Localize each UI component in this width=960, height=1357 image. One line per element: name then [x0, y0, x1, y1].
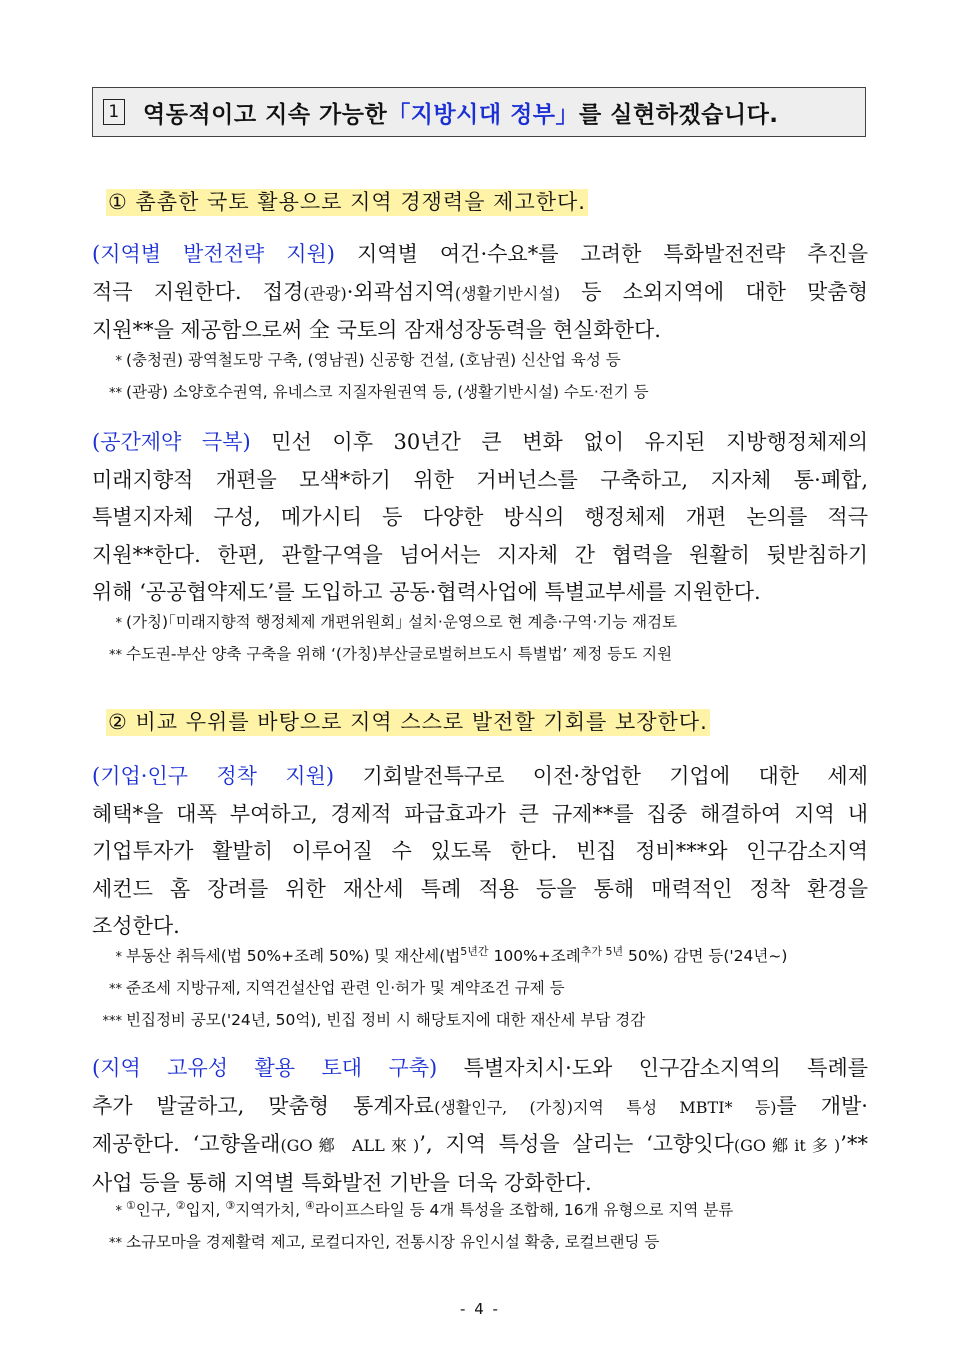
footnote-text: 라이프스타일 등 4개 특성을 조합해, 16개 유형으로 지역 분류 — [314, 1201, 734, 1219]
footnote-text: 준조세 지방규제, 지역건설산업 관련 인·허가 및 계약조건 규제 등 — [126, 979, 565, 997]
s1p1-line2 — [92, 274, 868, 313]
title-text-before: 역동적이고 지속 가능한 — [143, 101, 388, 128]
footnote-sup: ④ — [305, 1198, 315, 1212]
s2p1-keyword: (기업·인구 정착 지원) — [92, 764, 335, 788]
s2p2-line2-a: 추가 발굴하고, 맞춤형 통계자료 — [92, 1093, 435, 1118]
footnote-text: 인구, — [135, 1201, 176, 1219]
footnote — [98, 1194, 868, 1226]
s2p1-line5: 조성한다. — [92, 914, 180, 938]
footnote-mark: *** — [102, 1014, 122, 1029]
footnote-text: 수도권-부산 양축 구축을 위해 ‘(가칭)부산글로벌허브도시 특별법’ 제정 등도 지원 — [126, 645, 673, 663]
s1p1-line2-d: (생활기반시설) — [454, 283, 561, 303]
s2p2-line3 — [92, 1126, 868, 1165]
s1p1-line1 — [92, 236, 868, 274]
s2p2-line2-b: (생활인구, (가칭)지역 특성 MBTI* 등) — [434, 1097, 777, 1117]
section1-heading-text: ① 촘촘한 국토 활용으로 지역 경쟁력을 제고한다. — [108, 190, 586, 214]
s1p2-line5: 위해 ‘공공협약제도’를 도입하고 공동·협력사업에 특별교부세를 지원한다. — [92, 580, 761, 604]
s2p1-line4: 세컨드 홈 장려를 위한 재산세 특례 적용 등을 통해 매력적인 정착 환경을 — [92, 876, 868, 901]
footnote-text: 100%+조례 — [488, 947, 581, 965]
s2p2-line3-e: ’** — [840, 1132, 868, 1156]
title-number-box: 1 — [103, 99, 125, 125]
s2p2-line1-text: 특별자치시·도와 인구감소지역의 특례를 — [437, 1056, 869, 1080]
s2p2-line2 — [92, 1088, 868, 1127]
s1p2-line1-text: 민선 이후 30년간 큰 변화 없이 유지된 지방행정체제의 — [250, 430, 868, 454]
s1p1-line2-e: 등 소외지역에 대한 맞춤형 — [560, 279, 868, 304]
footnote-mark: ** — [109, 1236, 122, 1251]
footnote — [98, 972, 868, 1004]
s2p2-line1 — [92, 1050, 868, 1088]
s1p1-line2-a: 적극 지원한다. 접경 — [92, 279, 304, 304]
footnote-text: 50%) 감면 등('24년~) — [623, 947, 788, 965]
s2p2-keyword: (지역 고유성 활용 토대 구축) — [92, 1056, 438, 1080]
footnote — [98, 1226, 868, 1258]
section1-paragraph2-notes — [98, 606, 868, 670]
section1-heading — [106, 186, 588, 216]
section2-heading — [106, 706, 710, 736]
section2-paragraph1 — [92, 758, 868, 946]
footnote-mark: * — [115, 354, 122, 369]
section1-paragraph1 — [92, 236, 868, 350]
s1p1-line3: 지원**을 제공함으로써 全 국토의 잠재성장동력을 현실화한다. — [92, 318, 661, 342]
s2p1-line1-text: 기회발전특구로 이전·창업한 기업에 대한 세제 — [334, 764, 868, 788]
footnote-mark: ** — [109, 386, 122, 401]
s2p2-line3-c: ’, 지역 특성을 살리는 ‘고향잇다 — [419, 1132, 734, 1156]
s1p2-line3: 특별지자체 구성, 메가시티 등 다양한 방식의 행정체제 개편 논의를 적극 — [92, 505, 868, 529]
section1-paragraph1-notes — [98, 344, 868, 408]
footnote-text: (충청권) 광역철도망 구축, (영남권) 신공항 건설, (호남권) 신산업 육성 등 — [126, 351, 621, 369]
s1p2-keyword: (공간제약 극복) — [92, 430, 251, 454]
section2-heading-text: ② 비교 우위를 바탕으로 지역 스스로 발전할 기회를 보장한다. — [108, 710, 708, 734]
footnote-text: 입지, — [185, 1201, 226, 1219]
section2-paragraph1-notes — [98, 940, 868, 1036]
footnote — [98, 1004, 868, 1036]
footnote-text: 소규모마을 경제활력 제고, 로컬디자인, 전통시장 유인시설 확충, 로컬브랜딩 등 — [126, 1233, 660, 1251]
s1p1-line2-c: ·외곽섬지역 — [346, 279, 455, 304]
footnote-sup: ③ — [225, 1198, 236, 1212]
footnote-text: (관광) 소양호수권역, 유네스코 지질자원권역 등, (생활기반시설) 수도·전기 등 — [126, 383, 649, 401]
footnote — [98, 344, 868, 376]
footnote-mark: * — [115, 950, 122, 965]
s2p2-line4: 사업 등을 통해 지역별 특화발전 기반을 더욱 강화한다. — [92, 1170, 592, 1195]
footnote-sup: 추가 5년 — [580, 944, 624, 958]
section2-paragraph2 — [92, 1050, 868, 1202]
footnote-mark: * — [115, 616, 122, 631]
s2p2-line3-b: (GO鄕 ALL來) — [280, 1136, 420, 1155]
footnote-text: 지역가치, — [235, 1201, 305, 1219]
s2p1-line1 — [92, 758, 868, 796]
footnote-sup: 5년간 — [460, 944, 489, 958]
title-text-highlight: 「지방시대 정부」 — [387, 101, 580, 128]
s1p1-line2-b: (관광) — [303, 283, 347, 303]
section1-paragraph2 — [92, 424, 868, 612]
footnote-sup: ① — [126, 1198, 136, 1212]
title-text-after: 를 실현하겠습니다. — [579, 101, 779, 128]
footnote — [98, 638, 868, 670]
footnote-mark: * — [115, 1204, 122, 1219]
title-box — [92, 87, 866, 137]
s1p1-line1-text: 지역별 여건·수요*를 고려한 특화발전전략 추진을 — [335, 242, 868, 266]
section2-paragraph2-notes — [98, 1194, 868, 1258]
footnote-mark: ** — [109, 648, 122, 663]
s2p1-line2: 혜택*을 대폭 부여하고, 경제적 파급효과가 큰 규제**를 집중 해결하여 지역 내 — [92, 801, 868, 826]
s1p1-keyword: (지역별 발전전략 지원) — [92, 242, 335, 266]
footnote-text: 부동산 취득세(법 50%+조례 50%) 및 재산세(법 — [126, 947, 461, 965]
s2p1-line3: 기업투자가 활발히 이루어질 수 있도록 한다. 빈집 정비***와 인구감소지역 — [92, 839, 868, 863]
s2p2-line3-d: (GO鄕it多) — [733, 1136, 841, 1155]
s1p2-line1 — [92, 424, 868, 462]
s2p2-line3-a: 제공한다. ‘고향올래 — [92, 1132, 281, 1156]
page-number: - 4 - — [460, 1300, 500, 1318]
footnote-sup: ② — [175, 1198, 186, 1212]
footnote — [98, 606, 868, 638]
s2p2-line2-c: 를 개발· — [776, 1093, 868, 1118]
s1p2-line2: 미래지향적 개편을 모색*하기 위한 거버넌스를 구축하고, 지자체 통·폐합, — [92, 467, 868, 492]
s1p2-line4: 지원**한다. 한편, 관할구역을 넘어서는 지자체 간 협력을 원활히 뒷받침하기 — [92, 542, 868, 567]
footnote — [98, 940, 868, 972]
footnote — [98, 376, 868, 408]
footnote-mark: ** — [109, 982, 122, 997]
footnote-text: (가칭)｢미래지향적 행정체제 개편위원회｣ 설치·운영으로 현 계층·구역·기능 재검토 — [126, 613, 678, 631]
footnote-text: 빈집정비 공모('24년, 50억), 빈집 정비 시 해당토지에 대한 재산세 부담 경감 — [126, 1011, 646, 1029]
